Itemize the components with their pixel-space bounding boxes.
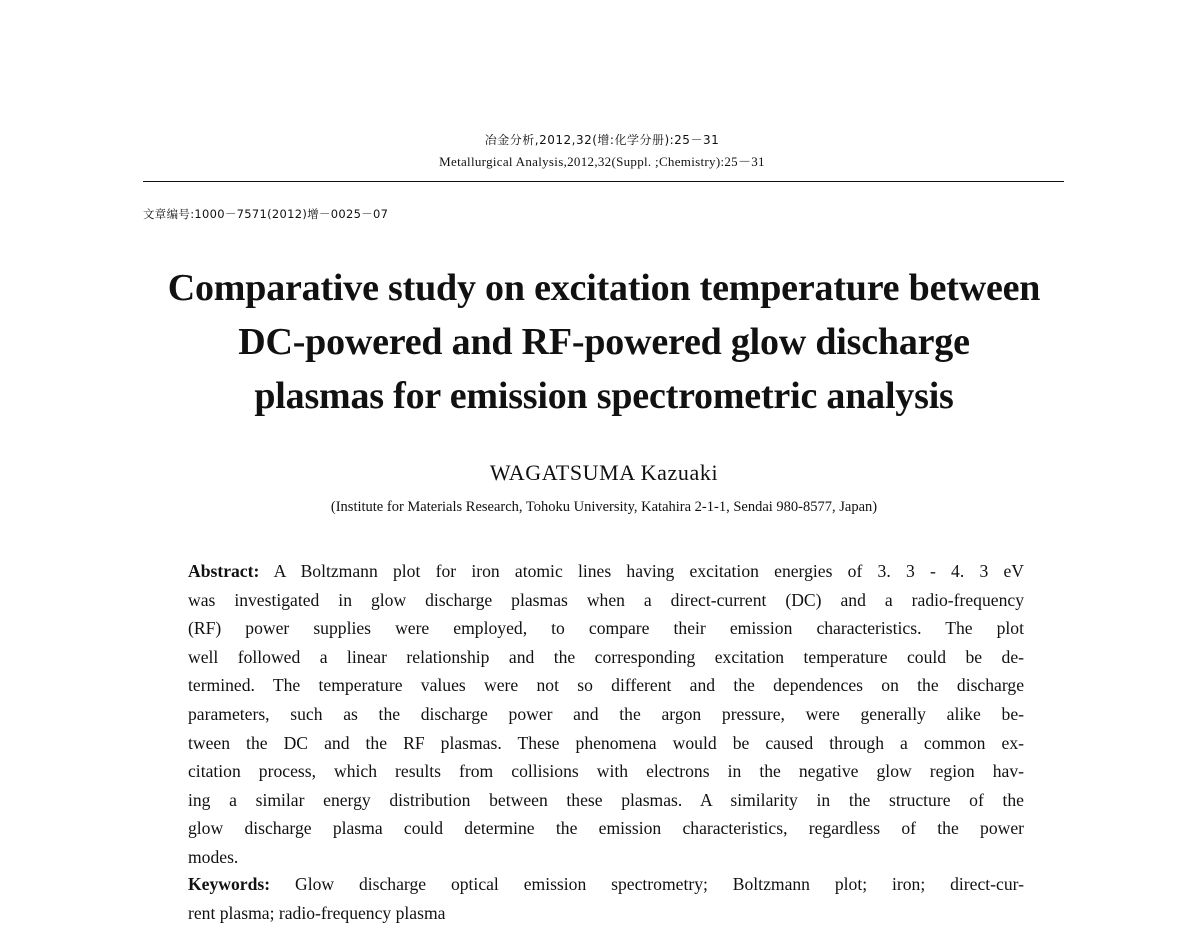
- keywords-label: Keywords:: [188, 874, 271, 894]
- abstract-line: termined. The temperature values were not so different and the dependences on the discharge: [188, 675, 1024, 696]
- abstract-line: glow discharge plasma could determine the emission characteristics, regardless of the power: [188, 818, 1024, 839]
- abstract-label: Abstract:: [188, 561, 260, 581]
- title-line: DC-powered and RF-powered glow discharge: [238, 321, 970, 363]
- abstract-line: tween the DC and the RF plasmas. These phenomena would be caused through a common ex-: [188, 732, 1024, 753]
- abstract-line: citation process, which results from collisions with electrons in the negative glow region hav-: [188, 761, 1024, 782]
- title-line: Comparative study on excitation temperature between: [167, 267, 1041, 309]
- keywords-line: rent plasma; radio-frequency plasma: [188, 902, 446, 923]
- paper-title: [150, 261, 1058, 423]
- abstract-line: parameters, such as the discharge power and the argon pressure, were generally alike be-: [188, 703, 1024, 724]
- title-line: plasmas for emission spectrometric analysis: [254, 375, 954, 417]
- abstract-line: modes.: [188, 846, 239, 867]
- abstract-line: ing a similar energy distribution between these plasmas. A similarity in the structure of the: [188, 789, 1024, 810]
- abstract: [188, 557, 1024, 872]
- abstract-line: [188, 557, 1024, 586]
- author-affiliation: (Institute for Materials Research, Tohoku University, Katahira 2-1-1, Sendai 980-8577, Japan): [330, 499, 878, 515]
- author-name: WAGATSUMA Kazuaki: [489, 460, 719, 485]
- journal-citation-cn: 冶金分析,2012,32(增:化学分册):25－31: [484, 133, 720, 147]
- keywords-line: [188, 870, 1024, 899]
- abstract-text: A Boltzmann plot for iron atomic lines having excitation energies of 3. 3 - 4. 3 eV: [273, 561, 1024, 581]
- abstract-line: well followed a linear relationship and the corresponding excitation temperature could be de-: [188, 646, 1024, 667]
- journal-citation-en: Metallurgical Analysis,2012,32(Suppl. ;Chemistry):25－31: [439, 154, 765, 169]
- journal-header: [0, 132, 1200, 171]
- abstract-line: (RF) power supplies were employed, to compare their emission characteristics. The plot: [188, 618, 1024, 639]
- article-number: 文章编号:1000－7571(2012)增－0025－07: [143, 207, 389, 221]
- keywords-text: Glow discharge optical emission spectrometry; Boltzmann plot; iron; direct-cur-: [294, 874, 1024, 894]
- abstract-line: was investigated in glow discharge plasmas when a direct-current (DC) and a radio-frequency: [188, 589, 1024, 610]
- header-divider: [143, 181, 1064, 182]
- keywords: [188, 870, 1024, 927]
